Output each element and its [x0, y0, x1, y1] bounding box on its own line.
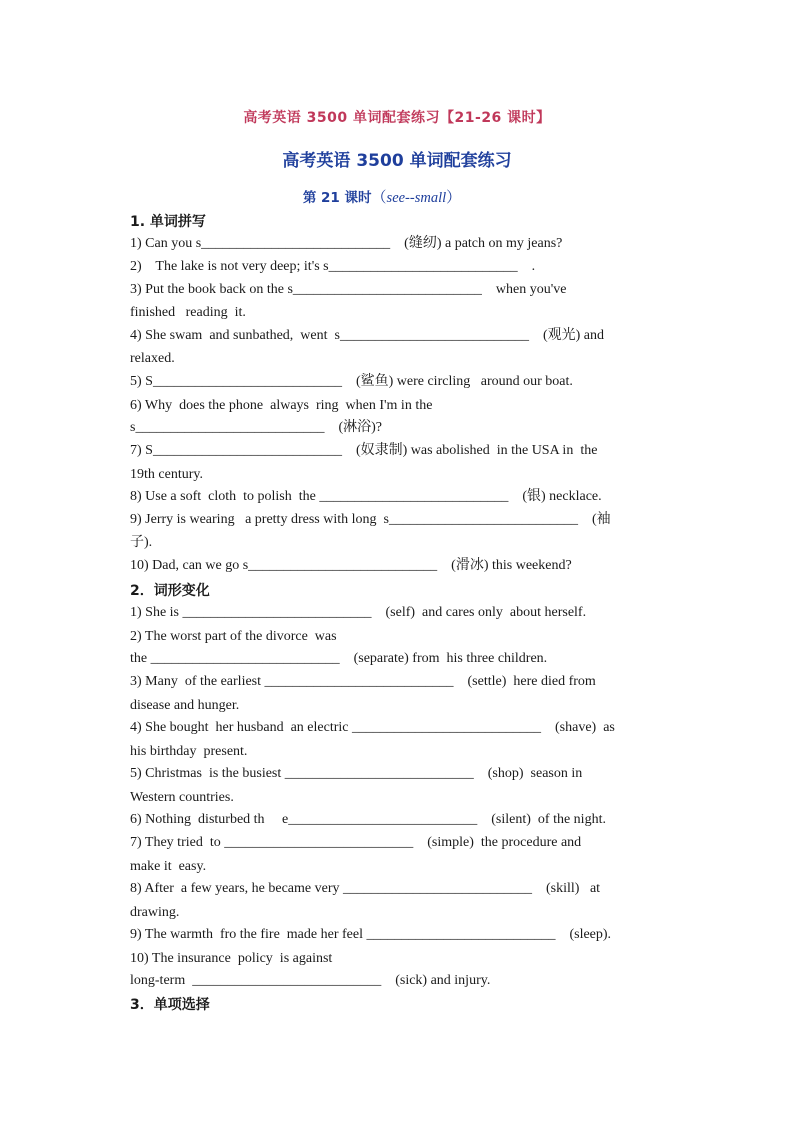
exercise-line: drawing.	[130, 905, 180, 920]
exercise-line: 子).	[130, 535, 153, 550]
exercise-line: 5) S___________________________ (鲨鱼) were circling around our boat.	[130, 374, 573, 389]
exercise-line: make it easy.	[130, 859, 207, 874]
exercise-line: 8) Use a soft cloth to polish the ___________________________ (银) necklace.	[130, 489, 602, 504]
exercise-line: 3) Put the book back on the s___________________________ when you've	[130, 282, 567, 297]
exercise-line: 2) The worst part of the divorce was	[130, 629, 337, 644]
exercise-line: 10) Dad, can we go s___________________________ (滑冰) this weekend?	[130, 558, 572, 573]
exercise-line: Western countries.	[130, 790, 234, 805]
exercise-line: 5) Christmas is the busiest ___________________________ (shop) season in	[130, 766, 583, 781]
exercise-line: long-term ___________________________ (sick) and injury.	[130, 973, 491, 988]
section-title-multiple-choice: 3．单项选择	[130, 997, 210, 1013]
exercise-line: 6) Why does the phone always ring when I'm in the	[130, 398, 433, 413]
exercise-line: disease and hunger.	[130, 698, 240, 713]
exercise-line: 7) They tried to ___________________________ (simple) the procedure and	[130, 835, 582, 850]
exercise-line: 6) Nothing disturbed th e___________________________ (silent) of the night.	[130, 812, 606, 827]
lesson-range-close: ）	[446, 190, 462, 206]
exercise-line: 9) Jerry is wearing a pretty dress with long s___________________________ (袖	[130, 512, 611, 527]
document-top-title: 高考英语 3500 单词配套练习【21-26 课时】	[243, 110, 551, 126]
exercise-line: relaxed.	[130, 351, 175, 366]
exercise-line: 2) The lake is not very deep; it's s___________________________ .	[130, 259, 536, 274]
document-main-title: 高考英语 3500 单词配套练习	[282, 151, 512, 171]
exercise-line: 4) She bought her husband an electric ___________________________ (shave) as	[130, 720, 615, 735]
exercise-line: 3) Many of the earliest ___________________________ (settle) here died from	[130, 674, 596, 689]
section-title-spelling: 1. 单词拼写	[130, 214, 206, 230]
exercise-line: 1) Can you s___________________________ (缝纫) a patch on my jeans?	[130, 236, 563, 251]
exercise-line: 8) After a few years, he became very ___________________________ (skill) at	[130, 881, 601, 896]
exercise-line: 9) The warmth fro the fire made her feel ___________________________ (sleep).	[130, 927, 612, 942]
exercise-line: finished reading it.	[130, 305, 246, 320]
lesson-range: see--small	[386, 190, 447, 206]
exercise-line: 10) The insurance policy is against	[130, 951, 333, 966]
section-title-word-forms: 2．词形变化	[130, 583, 210, 599]
lesson-range-open: （	[371, 190, 387, 206]
exercise-line: his birthday present.	[130, 744, 248, 759]
exercise-line: 1) She is ___________________________ (self) and cares only about herself.	[130, 605, 587, 620]
lesson-number: 第 21 课时	[302, 190, 372, 206]
lesson-heading	[0, 186, 764, 207]
exercise-line: 19th century.	[130, 467, 203, 482]
exercise-line: 7) S___________________________ (奴隶制) was abolished in the USA in the	[130, 443, 598, 458]
exercise-line: 4) She swam and sunbathed, went s___________________________ (观光) and	[130, 328, 605, 343]
exercise-line: the ___________________________ (separate) from his three children.	[130, 651, 548, 666]
exercise-line: s___________________________ (淋浴)?	[130, 420, 382, 435]
